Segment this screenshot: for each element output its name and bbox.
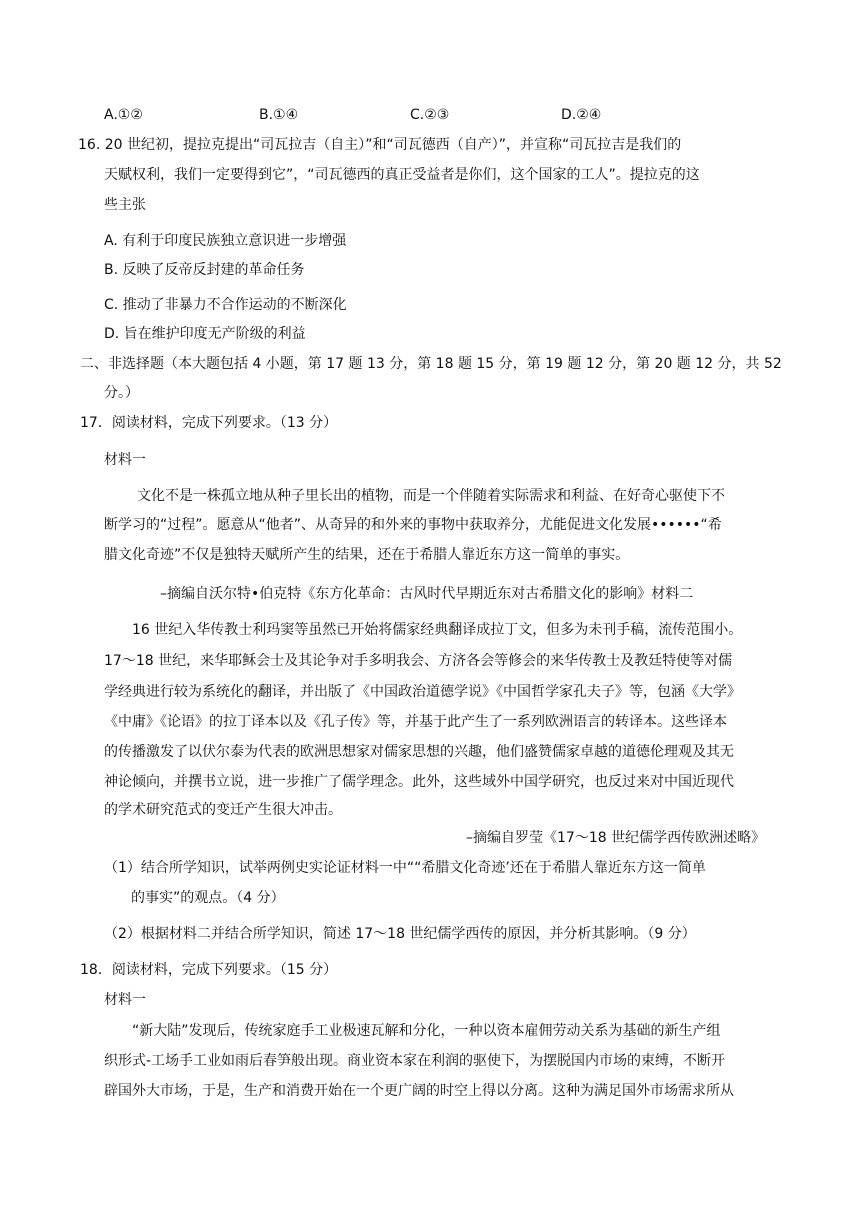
q18-material1-line: 织形式-工场手工业如雨后春笋般出现。商业资本家在利润的驱使下，为摆脱国内市场的束缚，不断开 [104, 1053, 726, 1069]
q15-option-c: C.②③ [410, 107, 450, 123]
q17-material1-line: 断学习的“过程”。愿意从“他者”、从奇异的和外来的事物中获取养分，尤能促进文化发展••••••“希 [104, 517, 722, 533]
q15-option-b: B.①④ [259, 107, 299, 123]
q17-task-1-continued: 的事实”的观点。（4 分） [131, 890, 285, 906]
q16-stem-line: 天赋权利，我们一定要得到它”，“司瓦德西的真正受益者是你们，这个国家的工人”。提拉克的这 [104, 167, 700, 183]
q17-material2-source: –摘编自罗莹《17～18 世纪儒学西传欧洲述略》 [466, 830, 766, 846]
q16-stem-line: 些主张 [104, 197, 146, 213]
q17-material1-source: –摘编自沃尔特•伯克特《东方化革命：古风时代早期近东对古希腊文化的影响》材料二 [160, 586, 694, 602]
q17-task-2: （2）根据材料二并结合所学知识，简述 17～18 世纪儒学西传的原因，并分析其影响。（9 分） [104, 926, 696, 942]
q16-option-d: D. 旨在维护印度无产阶级的利益 [104, 326, 306, 342]
q17-task-1: （1）结合所学知识，试举两例史实论证材料一中““希腊文化奇迹’还在于希腊人靠近东方这一简单 [104, 860, 706, 876]
q17-material2-line: 17～18 世纪，来华耶稣会士及其论争对手多明我会、方济各会等修会的来华传教士及教廷特使等对儒 [104, 653, 733, 669]
q16-option-c: C. 推动了非暴力不合作运动的不断深化 [104, 297, 347, 313]
q18-material1-line: 辟国外大市场，于是，生产和消费开始在一个更广阔的时空上得以分离。这种为满足国外市场需求所从 [104, 1083, 734, 1099]
q16-option-a: A. 有利于印度民族独立意识进一步增强 [104, 233, 347, 249]
q17-material1-line: 腊文化奇迹”不仅是独特天赋所产生的结果，还在于希腊人靠近东方这一简单的事实。 [104, 547, 630, 563]
q15-option-d: D.②④ [561, 107, 602, 123]
q17-material2-line: 神论倾向，并撰书立说，进一步推广了儒学理念。此外，这些域外中国学研究，也反过来对中国近现代 [104, 774, 734, 790]
section-heading: 二、非选择题（本大题包括 4 小题，第 17 题 13 分，第 18 题 15 分，第 19 题 12 分，第 20 题 12 分，共 52 [80, 356, 782, 372]
q16-stem-line: 16. 20 世纪初，提拉克提出“司瓦拉吉（自主）”和“司瓦德西（自产）”，并宣称“司瓦拉吉是我们的 [78, 137, 682, 153]
q18-material1-line: “新大陆”发现后，传统家庭手工业极速瓦解和分化，一种以资本雇佣劳动关系为基础的新生产组 [132, 1023, 721, 1039]
q17-material1-label: 材料一 [104, 452, 146, 468]
q17-material2-line: 16 世纪入华传教士利玛窦等虽然已开始将儒家经典翻译成拉丁文，但多为未刊手稿，流传范围小。 [132, 622, 743, 638]
q17-material2-line: 《中庸》《论语》的拉丁译本以及《孔子传》等，并基于此产生了一系列欧洲语言的转译本。这些译本 [104, 714, 727, 730]
q17-material1-line: 文化不是一株孤立地从种子里长出的植物，而是一个伴随着实际需求和利益、在好奇心驱使下不 [137, 488, 725, 504]
q18-title: 18．阅读材料，完成下列要求。（15 分） [80, 962, 338, 978]
q17-title: 17．阅读材料，完成下列要求。（13 分） [80, 415, 338, 431]
q16-option-b: B. 反映了反帝反封建的革命任务 [104, 262, 305, 278]
q15-option-a: A.①② [104, 107, 143, 123]
section-heading-continued: 分。） [104, 385, 139, 401]
q17-material2-line: 学经典进行较为系统化的翻译，并出版了《中国政治道德学说》《中国哲学家孔夫子》等，包涵《大学》 [104, 684, 741, 700]
q17-material2-line: 的学术研究范式的变迁产生很大冲击。 [104, 802, 342, 818]
q17-material2-line: 的传播激发了以伏尔泰为代表的欧洲思想家对儒家思想的兴趣，他们盛赞儒家卓越的道德伦理观及其无 [104, 744, 734, 760]
q18-material1-label: 材料一 [104, 992, 146, 1008]
